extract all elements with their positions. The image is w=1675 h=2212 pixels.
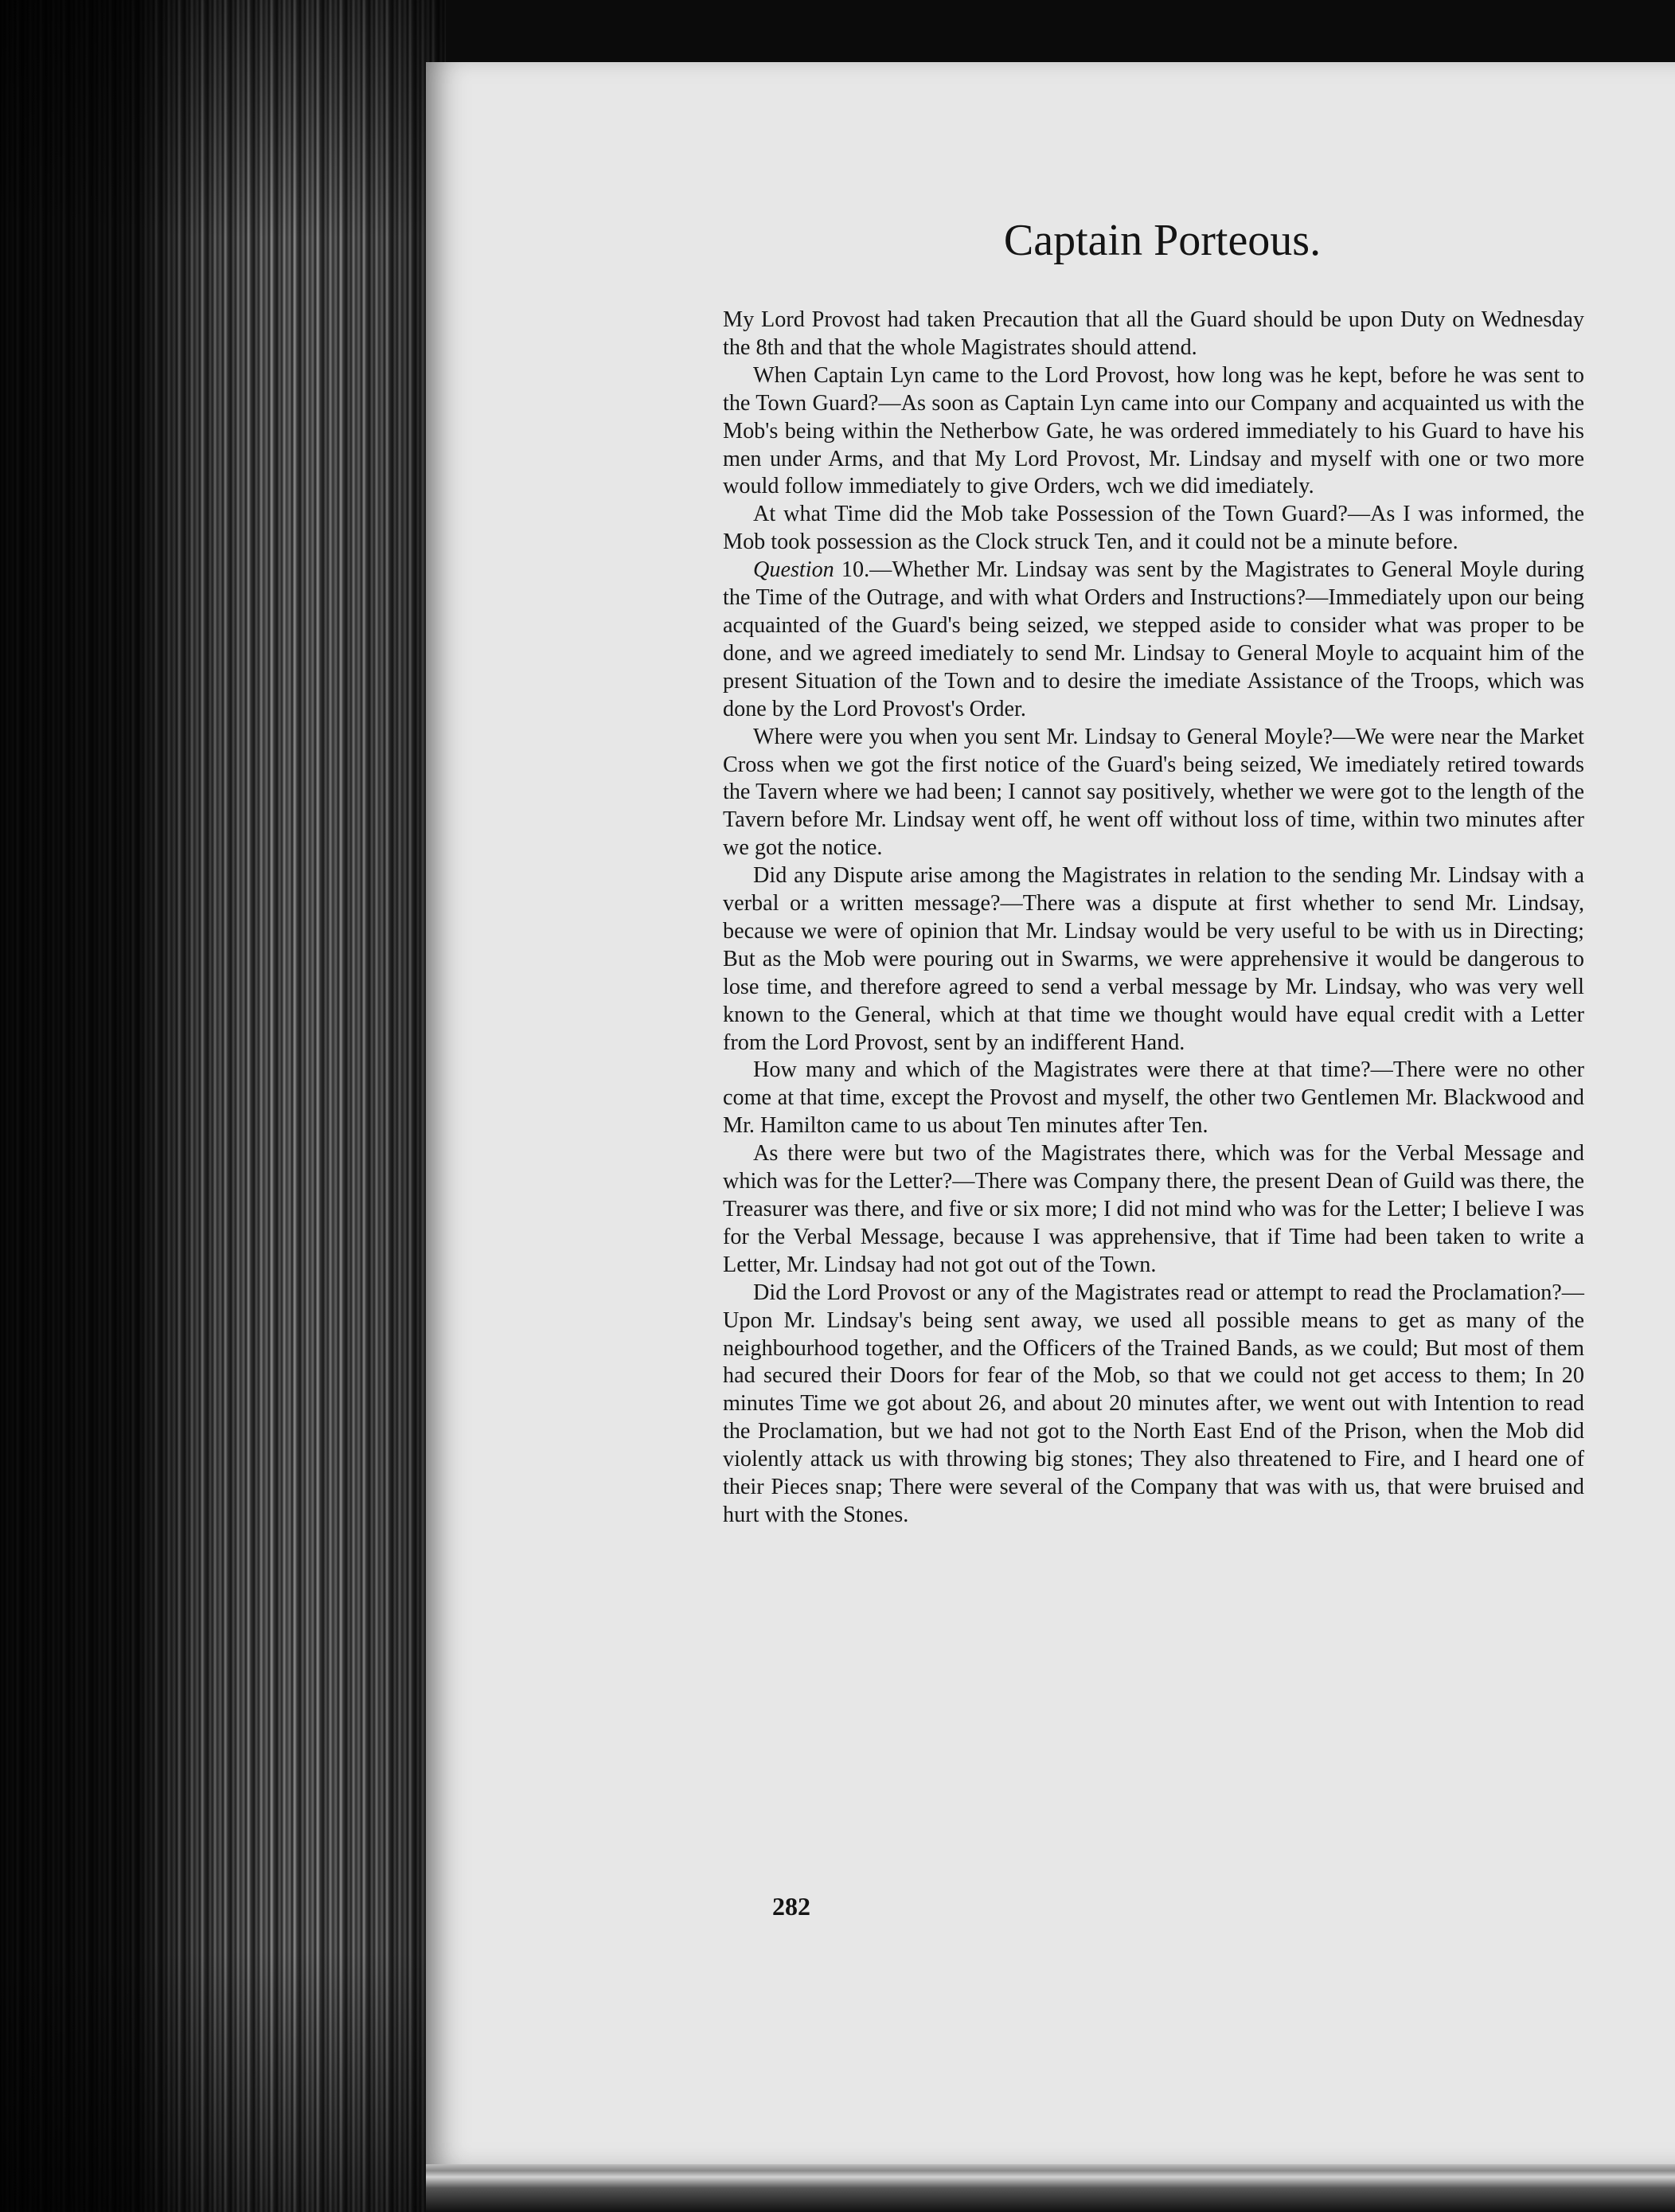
paragraph-question-10 <box>723 557 1584 723</box>
page-body-text <box>723 307 1584 1530</box>
page-number: 282 <box>772 1892 810 1921</box>
question-label: Question <box>753 557 834 583</box>
paragraph: When Captain Lyn came to the Lord Provost, how long was he kept, before he was sent to the Town Guard?—As soon as Captain Lyn came into our Company and acquainted us with the Mob's being within the Netherbow Gate, he was ordered immediately to his Guard to have his men under Arms, and that My Lord Provost, Mr. Lindsay and myself with one or two more would follow immediately to give Orders, wch we did imediately. <box>723 362 1584 499</box>
paragraph-text: 10.—Whether Mr. Lindsay was sent by the Magistrates to General Moyle during the Time of the Outrage, and with what Orders and Instructions?—Immediately upon our being acquainted of the Guard's being seized, we stepped aside to consider what was proper to be done, and we agreed imediately to send Mr. Lindsay to General Moyle to acquaint him of the present Situation of the Town and to desire the imediate Assistance of the Troops, which was done by the Lord Provost's Order. <box>723 557 1584 721</box>
page-bottom-edge <box>426 2164 1675 2212</box>
paragraph: At what Time did the Mob take Possession of the Town Guard?—As I was informed, the Mob took possession as the Clock struck Ten, and it could not be a minute before. <box>723 502 1584 555</box>
paragraph: As there were but two of the Magistrates there, which was for the Verbal Message and which was for the Letter?—There was Company there, the present Dean of Guild was there, the Treasurer was there, and five or six more; I did not mind who was for the Letter; I believe I was for the Verbal Message, because I was apprehensive, that if Time had been taken to write a Letter, Mr. Lindsay had not got out of the Town. <box>723 1141 1584 1277</box>
page-title: Captain Porteous. <box>1003 216 1322 265</box>
paragraph: How many and which of the Magistrates were there at that time?—There were no other come at that time, except the Provost and myself, the other two Gentlemen Mr. Blackwood and Mr. Hamilton came to us about Ten minutes after Ten. <box>723 1057 1584 1139</box>
paragraph: My Lord Provost had taken Precaution that all the Guard should be upon Duty on Wednesday the 8th and that the whole Magistrates should attend. <box>723 307 1584 360</box>
paragraph: Where were you when you sent Mr. Lindsay to General Moyle?—We were near the Market Cross when we got the first notice of the Guard's being seized, We imediately retired towards the Tavern where we had been; I cannot say positively, whether we were got to the length of the Tavern before Mr. Lindsay went off, he went off without loss of time, within two minutes after we got the notice. <box>723 724 1584 861</box>
spine-vertical-shadow <box>0 0 446 2212</box>
paragraph: Did the Lord Provost or any of the Magistrates read or attempt to read the Proclamation?—Upon Mr. Lindsay's being sent away, we used all possible means to get as many of the neighbourhood together, and the Officers of the Trained Bands, as we could; But most of them had secured their Doors for fear of the Mob, so that we could not get access to them; In 20 minutes Time we got about 26, and about 20 minutes after, we went out with Intention to read the Proclamation, but we had not got to the North East End of the Prison, when the Mob did violently attack us with throwing big stones; They also threatened to Fire, and I heard one of their Pieces snap; There were several of the Company that was with us, that were bruised and hurt with the Stones. <box>723 1280 1584 1527</box>
paragraph: Did any Dispute arise among the Magistrates in relation to the sending Mr. Lindsay with a verbal or a written message?—There was a dispute at first whether to send Mr. Lindsay, because we were of opinion that Mr. Lindsay would be very useful to be with us in Directing; But as the Mob were pouring out in Swarms, we were apprehensive it would be dangerous to lose time, and therefore agreed to send a verbal message by Mr. Lindsay, who was very well known to the General, which at that time we thought would have equal credit with a Letter from the Lord Provost, sent by an indifferent Hand. <box>723 863 1584 1055</box>
